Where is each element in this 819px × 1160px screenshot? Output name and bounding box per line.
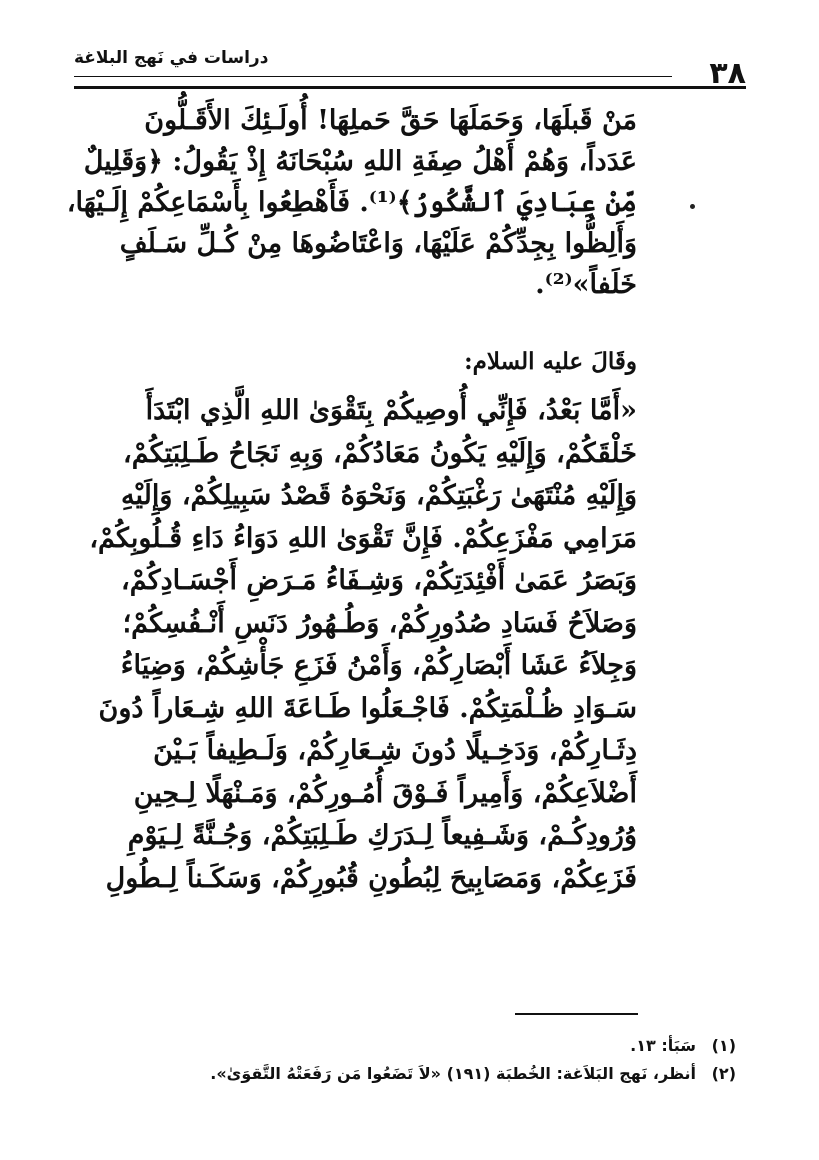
text-line: عَدَداً، وَهُمْ أَهْلُ صِفَةِ اللهِ سُبْحَانَهُ إِذْ يَقُولُ: ﴿وَقَلِيلٌ: [83, 146, 637, 177]
text-line: وَجِلاَءُ عَشَا أَبْصَارِكُمْ، وَأَمْنُ فَزَعِ جَأْشِكُمْ، وَضِيَاءُ: [120, 650, 637, 681]
text-line: وَإِلَيْهِ مُنْتَهَىٰ رَغْبَتِكُمْ، وَنَحْوَهُ قَصْدُ سَبِيلِكُمْ، وَإِلَيْهِ: [121, 480, 637, 511]
paragraph-continuation: [66, 100, 637, 305]
page-number: ٣٨: [709, 56, 746, 91]
running-title: دراسات في نَهج البلاغة: [74, 48, 269, 68]
footnote-separator: [515, 1013, 638, 1015]
page-header: [74, 42, 746, 92]
margin-dot: [690, 204, 695, 209]
text-line: خَلْقَكُمْ، وَإِلَيْهِ يَكُونُ مَعَادُكُمْ، وَبِهِ نَجَاحُ طَـلِبَتِكُمْ،: [122, 437, 637, 469]
text-line: أَضْلاَعِكُمْ، وَأَمِيراً فَـوْقَ أُمُـورِكُمْ، وَمَـنْهَلًا لِـحِينِ: [133, 777, 637, 809]
footnote-1: [176, 1032, 736, 1060]
footnote-2: [176, 1060, 736, 1088]
text-line: سَـوَادِ ظُـلْمَتِكُمْ. فَاجْـعَلُوا طَـاعَةَ اللهِ شِـعَاراً دُونَ: [98, 692, 637, 724]
footnotes: [176, 1032, 736, 1088]
header-rule-thin: [74, 76, 672, 77]
text-line: وَبَصَرُ عَمَىٰ أَفْئِدَتِكُمْ، وَشِـفَاءُ مَـرَضِ أَجْسَـادِكُمْ،: [121, 565, 637, 596]
footnote-number: (٢): [711, 1064, 736, 1083]
footnote-text: سَبَأ: ١٣.: [630, 1036, 697, 1055]
text-line: «أَمَّا بَعْدُ، فَإِنِّي أُوصِيكُمْ بِتَقْوَىٰ اللهِ الَّذِي ابْتَدَأَ: [145, 395, 637, 426]
sermon-quote: [89, 390, 637, 900]
text-line: مَنْ قَبلَهَا، وَحَمَلَهَا حَقَّ حَملِهَا! أُولَـئِكَ الأَقَـلُّونَ: [144, 105, 637, 136]
text-line: دِثَـارِكُمْ، وَدَخِـيلًا دُونَ شِـعَارِكُمْ، وَلَـطِيفاً بَـيْنَ: [153, 735, 637, 766]
text-line: وَصَلاَحُ فَسَادِ صُدُورِكُمْ، وَطُـهُورُ دَنَسِ أَنْـفُسِكُمْ؛: [122, 607, 637, 639]
text-line: وَأَلِظُّوا بِجِدِّكُمْ عَلَيْهَا، وَاعْتَاضُوهَا مِنْ كُـلِّ سَـلَفٍ: [119, 228, 637, 259]
text-line: وُرُودِكُـمْ، وَشَـفِيعاً لِـدَرَكِ طَـلِبَتِكُمْ، وَجُـنَّةً لِـيَوْمِ: [127, 820, 637, 851]
quote-intro: وقَالَ عليه السلام:: [464, 348, 637, 375]
text-line: مِّنْ عِبَادِيَ ٱلشَّكُورُ﴾⁽¹⁾. فَأَهْطِعُوا بِأَسْمَاعِكُمْ إِلَـيْهَا،: [66, 187, 637, 218]
text-line: مَرَامِي مَفْزَعِكُمْ. فَإِنَّ تَقْوَىٰ اللهِ دَوَاءُ دَاءِ قُـلُوبِكُمْ،: [89, 522, 637, 554]
text-line: فَزَعِكُمْ، وَمَصَابِيحَ لِبُطُونِ قُبُورِكُمْ، وَسَكَـناً لِـطُولِ: [105, 862, 637, 894]
footnote-text: أنظر، نَهج البَلاَغة: الخُطبَة (١٩١) «لاَ تَضَعُوا مَن رَفَعَتْهُ التَّقوَىٰ».: [210, 1064, 697, 1083]
footnote-number: (١): [711, 1036, 736, 1055]
header-rule-thick: [74, 86, 746, 89]
text-line: خَلَفاً»⁽²⁾.: [535, 269, 637, 300]
